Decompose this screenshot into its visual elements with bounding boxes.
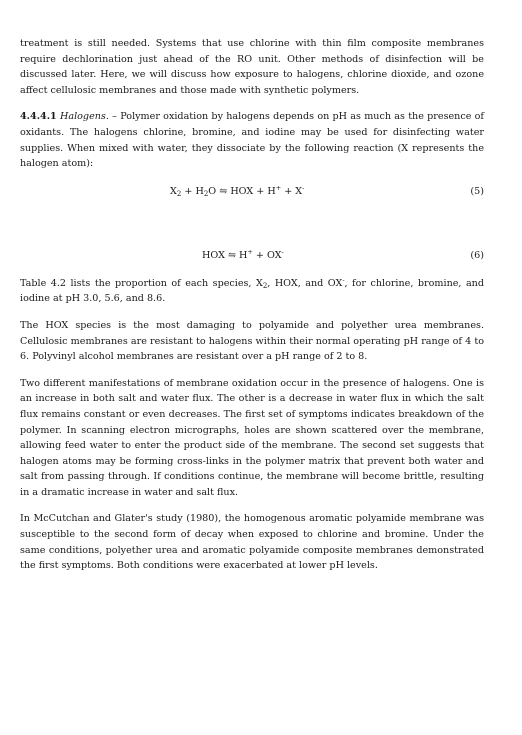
section-title: Halogens. [60,111,109,123]
equation-gap [20,212,484,236]
paragraph-gap [20,98,484,109]
paragraph-mccutchan: In McCutchan and Glater's study (1980), the homogenous aromatic polyamide membrane was susceptible to the second form of decay when exposed to chlorine and bromine. Under the same conditions, polyether urea and aromatic polyamide composite membranes demonstrated the first symptoms. Both conditions were exacerbated at lower pH levels. [20,513,484,572]
section-number: 4.4.4.1 [20,111,57,123]
equation-5-number: (5) [470,185,484,197]
equilibrium-arrow-icon: ⇋ [219,185,228,197]
paragraph-table-ref: Table 4.2 lists the proportion of each species, $X_2$, HOX, and OX-, for chlorine, bromine, and iodine at pH 3.0, 5.6, and 8.6. [20,275,485,305]
equilibrium-arrow-icon: ⇋ [227,249,236,261]
paragraph-gap [20,307,484,318]
paragraph-hox: The HOX species is the most damaging to polyamide and polyether urea membranes. Cellulosic membranes are resistant to halogens within their normal operating pH range of 4 to 6. Polyvinyl alcohol membranes are resistant over a pH range of 2 to 8. [20,319,484,363]
paragraph-oxidation: Two different manifestations of membrane oxidation occur in the presence of halogens. One is an increase in both salt and water flux. The other is a decrease in water flux in which the salt flux remains constant or even decreases. The first set of symptoms indicates breakdown of the polymer. In scanning electron micrographs, holes are shown scattered over the membrane, allowing feed water to enter the product side of the membrane. The second set suggests that halogen atoms may be forming cross-links in the polymer matrix that prevent both water and salt from passing through. If conditions continue, the membrane will become brittle, resulting in a dramatic increase in water and salt flux. [20,377,484,498]
equation-5: $X_2 + H_2O$ ⇋ HOX + H+ + X- [170,183,305,198]
halogens-body: – Polymer oxidation by halogens depends on pH as much as the presence of oxidants. The halogens chlorine, bromine, and iodine may be used for disinfecting water supplies. When mixed with water, they dissociate by the following reaction (X represents the halogen atom): [20,111,484,170]
equation-5-row [20,184,484,200]
paragraph-halogens [20,109,484,171]
equation-6-row [20,248,484,264]
paragraph-gap [20,365,484,376]
paragraph-gap [20,500,484,511]
paragraph-intro: treatment is still needed. Systems that use chlorine with thin film composite membranes require dechlorination just ahead of the RO unit. Other methods of disinfection will be discussed later. Here, we will discuss how exposure to halogens, chlorine dioxide, and ozone affect cellulosic membranes and those made with synthetic polymers. [20,38,484,96]
equation-6-number: (6) [470,249,484,261]
equation-6: HOX ⇋ H+ + OX- [202,247,284,261]
document-page [20,36,484,574]
